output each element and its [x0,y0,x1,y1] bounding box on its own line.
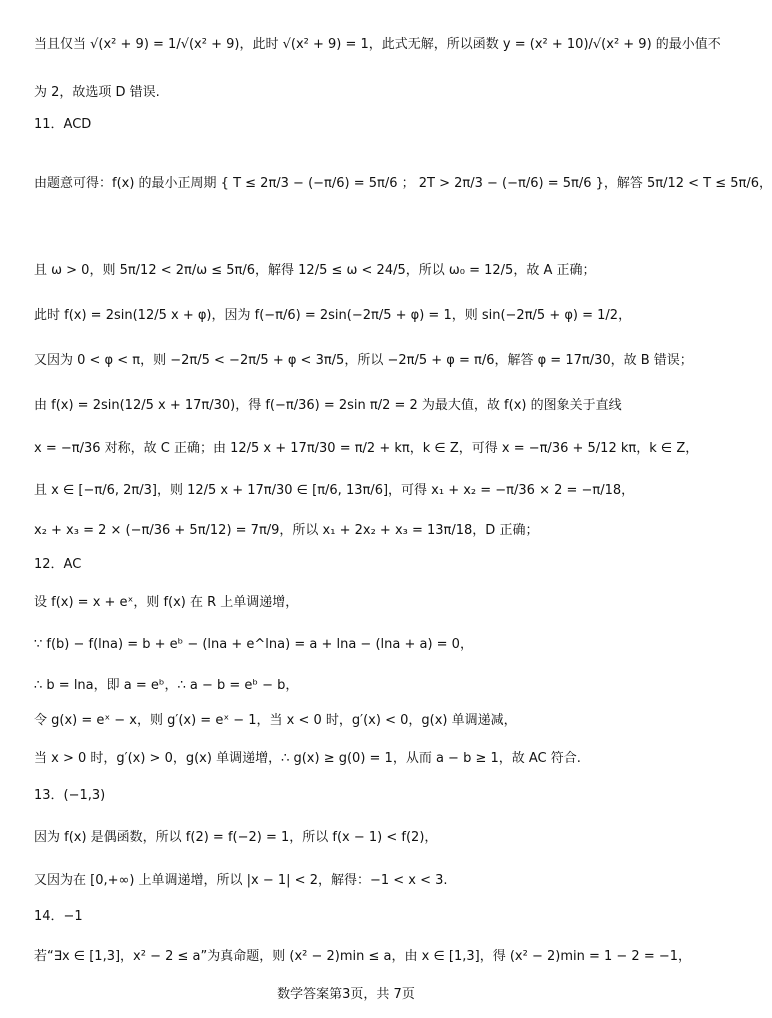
solution-line [34,175,772,193]
solution-line [34,594,674,612]
question-number [34,908,674,926]
solution-text: 因为 f(x) 是偶函数，所以 f(2) = f(−2) = 1，所以 f(x − 1) < f(2)， [34,830,438,845]
page-footer: 数学答案第3页，共 7页 [277,987,415,1002]
answer-heading: 11．ACD [34,117,92,132]
solution-line [34,948,692,966]
solution-line [34,522,674,540]
question-number [34,116,674,134]
solution-line [34,307,674,325]
solution-line [34,36,721,54]
solution-text: x = −π/36 对称，故 C 正确；由 12/5 x + 17π/30 = π/2 + kπ，k ∈ Z，可得 x = −π/36 + 5/12 kπ，k ∈ Z， [34,441,699,456]
answer-heading: 14．−1 [34,909,83,924]
solution-text: x₂ + x₃ = 2 × (−π/36 + 5π/12) = 7π/9，所以 x₁ + 2x₂ + x₃ = 13π/18，D 正确； [34,523,539,538]
question-number [34,556,674,574]
solution-text: 由题意可得：f(x) 的最小正周期 { T ≤ 2π/3 − (−π/6) = 5π/6 ； 2T > 2π/3 − (−π/6) = 5π/6 }，解答 5π/12 < T ≤ 5π/6， [34,176,772,191]
solution-line [34,872,674,890]
solution-text: ∵ f(b) − f(lna) = b + eᵇ − (lna + e^lna) = a + lna − (lna + a) = 0， [34,637,473,652]
solution-text: 若“∃x ∈ [1,3]，x² − 2 ≤ a”为真命题，则 (x² − 2)min ≤ a，由 x ∈ [1,3]，得 (x² − 2)min = 1 − 2 = −1， [34,949,692,964]
solution-text: ∴ b = lna，即 a = eᵇ，∴ a − b = eᵇ − b， [34,678,299,693]
solution-line [34,262,674,280]
solution-text: 且 x ∈ [−π/6, 2π/3]，则 12/5 x + 17π/30 ∈ [π/6, 13π/6]，可得 x₁ + x₂ = −π/36 × 2 = −π/18， [34,483,635,498]
solution-text: 又因为在 [0,+∞) 上单调递增，所以 |x − 1| < 2，解得：−1 < x < 3. [34,873,448,888]
answer-heading: 12．AC [34,557,82,572]
question-number [34,787,674,805]
solution-line [34,440,699,458]
solution-line [34,84,674,102]
answer-heading: 13．(−1,3) [34,788,106,803]
solution-line [34,352,693,370]
solution-text: 又因为 0 < φ < π，则 −2π/5 < −2π/5 + φ < 3π/5，所以 −2π/5 + φ = π/6，解答 φ = 17π/30，故 B 错误； [34,353,693,368]
solution-text: 为 2，故选项 D 错误. [34,85,160,100]
solution-text: 当且仅当 √(x² + 9) = 1/√(x² + 9)，此时 √(x² + 9) = 1，此式无解，所以函数 y = (x² + 10)/√(x² + 9) 的最小值不 [34,37,721,52]
solution-text: 设 f(x) = x + eˣ，则 f(x) 在 R 上单调递增， [34,595,299,610]
solution-line [34,636,674,654]
solution-line [34,829,674,847]
solution-line [34,482,674,500]
solution-text: 且 ω > 0，则 5π/12 < 2π/ω ≤ 5π/6，解得 12/5 ≤ ω < 24/5，所以 ω₀ = 12/5，故 A 正确； [34,263,596,278]
solution-line [34,712,674,730]
solution-text: 当 x > 0 时，g′(x) > 0，g(x) 单调递增，∴ g(x) ≥ g(0) = 1，从而 a − b ≥ 1，故 AC 符合. [34,751,581,766]
solution-line [34,677,674,695]
solution-line [34,750,674,768]
solution-line [34,397,674,415]
solution-text: 令 g(x) = eˣ − x，则 g′(x) = eˣ − 1，当 x < 0 时，g′(x) < 0，g(x) 单调递减， [34,713,517,728]
solution-text: 由 f(x) = 2sin(12/5 x + 17π/30)，得 f(−π/36) = 2sin π/2 = 2 为最大值，故 f(x) 的图象关于直线 [34,398,622,413]
solution-text: 此时 f(x) = 2sin(12/5 x + φ)，因为 f(−π/6) = 2sin(−2π/5 + φ) = 1，则 sin(−2π/5 + φ) = 1/2， [34,308,632,323]
